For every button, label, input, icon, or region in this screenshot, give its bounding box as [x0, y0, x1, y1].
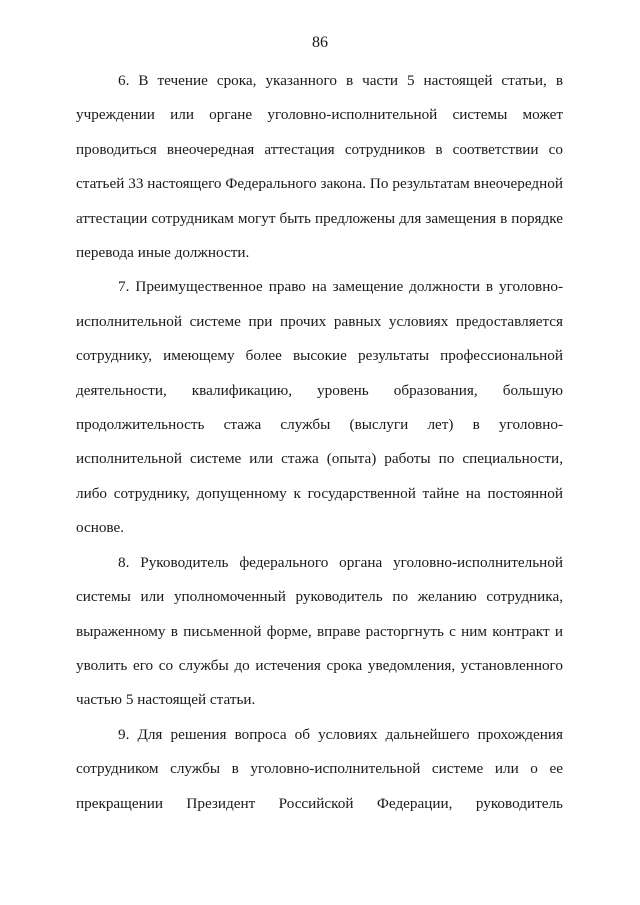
paragraph-9: 9. Для решения вопроса об условиях дальнейшего прохождения сотрудником службы в уголовно-исполнительной системе или о ее прекращении Президент Российской Федерации, руководитель	[76, 725, 563, 812]
document-body	[76, 64, 563, 821]
paragraph-8: 8. Руководитель федерального органа уголовно-исполнительной системы или уполномоченный руководитель по желанию сотрудника, выраженному в письменной форме, вправе расторгнуть с ним контракт и уволить его со службы до истечения срока уведомления, установленного частью 5 настоящей статьи.	[76, 553, 563, 709]
paragraph-7: 7. Преимущественное право на замещение должности в уголовно-исполнительной системе при прочих равных условиях предоставляется сотруднику, имеющему более высокие результаты профессиональной деятельности, квалификацию, уровень образования, большую продолжительность стажа службы (выслуги лет) в уголовно-исполнительной системе или стажа (опыта) работы по специальности, либо сотруднику, допущенному к государственной тайне на постоянной основе.	[76, 278, 563, 537]
page-number: 86	[312, 34, 328, 51]
paragraph-6: 6. В течение срока, указанного в части 5 настоящей статьи, в учреждении или органе уголовно-исполнительной системы может проводиться внеочередная аттестация сотрудников в соответствии со статьей 33 настоящего Федерального закона. По результатам внеочередной аттестации сотрудникам могут быть предложены для замещения в порядке перевода иные должности.	[76, 72, 563, 262]
